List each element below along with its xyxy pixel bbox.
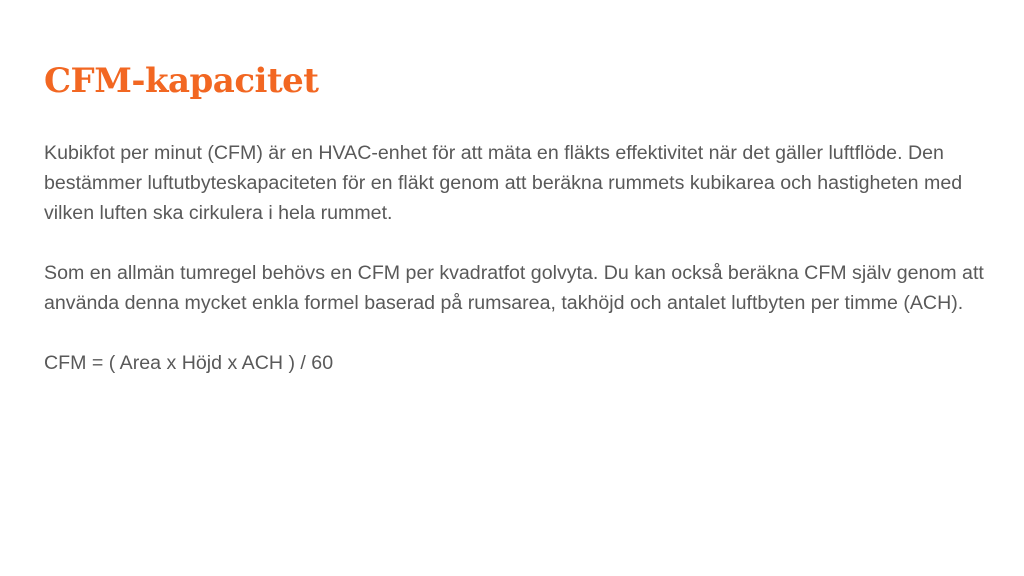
slide-body (44, 138, 984, 378)
paragraph-cfm-definition: Kubikfot per minut (CFM) är en HVAC-enhet för att mäta en fläkts effektivitet när det gäller luftflöde. Den bestämmer luftutbyteskapaciteten för en fläkt genom att beräkna rummets kubikarea och hastigheten med vilken luften ska cirkulera i hela rummet. (44, 142, 963, 224)
cfm-formula: CFM = ( Area x Höjd x ACH ) / 60 (44, 352, 334, 374)
slide-title: CFM-kapacitet (44, 61, 319, 101)
paragraph-rule-of-thumb: Som en allmän tumregel behövs en CFM per kvadratfot golvyta. Du kan också beräkna CFM själv genom att använda denna mycket enkla formel baserad på rumsarea, takhöjd och antalet luftbyten per timme (ACH). (44, 262, 984, 314)
